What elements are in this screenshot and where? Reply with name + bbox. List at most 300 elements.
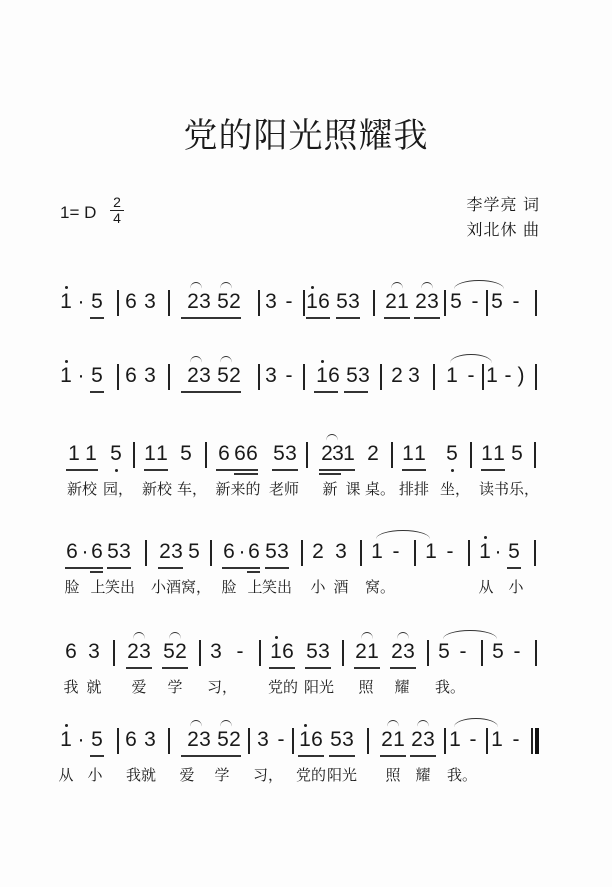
bar-line [482,364,484,390]
lyric: 小 [310,579,326,596]
underline [144,469,168,471]
lyric: 爱 [179,767,195,784]
bar-line [535,640,537,666]
lyric: 从 [58,767,74,784]
note-dot: · [77,290,85,313]
score-row-3 [0,432,612,512]
note: 2 [127,640,139,663]
lyric: 桌。 [364,481,396,498]
bar-line [534,442,536,468]
bar-line [306,442,308,468]
lyric: 学 [214,767,230,784]
octave-dot [275,636,278,639]
underline [314,391,338,393]
lyric: 我。 [446,767,478,784]
note: 2 [321,442,333,465]
double-underline [90,571,103,573]
bar-line [301,540,303,566]
note: 3 [318,640,330,663]
slur-mark [421,282,433,289]
underline [507,567,521,569]
bar-line [481,640,483,666]
note: 6 [328,364,340,387]
note: 5 [346,364,358,387]
note: 3 [358,364,370,387]
note: 3 [199,364,211,387]
underline [380,755,406,757]
bar-line [534,540,536,566]
lyric: 课 [345,481,361,498]
note: 5 [450,290,462,313]
underline [410,755,436,757]
note: 2 [312,540,324,563]
underline [319,469,355,471]
lyric: 阳光 [326,767,358,784]
lyric: 我就 [125,767,157,784]
note: 6 [66,540,78,563]
lyric: 我 [63,679,79,696]
lyric: 脸 [221,579,237,596]
note: 2 [367,442,379,465]
composer-credit: 刘北休 曲 [466,222,540,239]
lyric: 我。 [434,679,466,696]
tie-mark [376,530,430,539]
note: 1 [486,364,498,387]
note: 5 [91,364,103,387]
dash: - [446,540,454,563]
bar-line [373,290,375,316]
note: 6 [218,442,230,465]
underline [90,317,104,319]
bar-line [248,728,250,754]
note: 5 [446,442,458,465]
bar-line [199,640,201,666]
bar-line [258,364,260,390]
dash: - [469,728,477,751]
slur-mark [326,434,338,441]
note: 1 [493,442,505,465]
underline [211,317,241,319]
bar-line [391,442,393,468]
underline [107,567,131,569]
octave-dot [304,724,307,727]
lyric: 窝， [180,579,212,596]
slur-mark [220,356,232,363]
slur-mark [220,282,232,289]
bar-line [292,728,294,754]
bar-line [535,290,537,316]
note: 6 [125,728,137,751]
note: 1 [270,640,282,663]
note: 5 [180,442,192,465]
note: 1 [446,364,458,387]
slur-mark [397,632,409,639]
note: 2 [175,640,187,663]
note: 3 [210,640,222,663]
final-bar-thick [535,728,539,754]
bar-line [303,290,305,316]
note: 3 [171,540,183,563]
note: 5 [511,442,523,465]
score-row-1 [0,280,612,360]
underline [162,667,188,669]
bar-line [258,290,260,316]
note: 5 [217,290,229,313]
note: 2 [385,290,397,313]
dash: - [513,640,521,663]
note: 1 [144,442,156,465]
lyric: 小 [508,579,524,596]
bar-line [168,290,170,316]
score-row-5 [0,630,612,710]
final-bar-thin [531,728,533,754]
slur-mark [169,632,181,639]
note: 1 [479,540,491,563]
note: 3 [257,728,269,751]
note: 2 [415,290,427,313]
dash: - [512,290,520,313]
slur-mark [361,632,373,639]
underline [298,755,324,757]
underline [390,667,416,669]
underline [211,391,241,393]
dash: - [467,364,475,387]
dash: - [471,290,479,313]
bar-line [486,728,488,754]
note: 6 [125,290,137,313]
note: 3 [199,728,211,751]
note: 3 [342,728,354,751]
underline [181,317,211,319]
bar-line [117,290,119,316]
note: 1 [481,442,493,465]
bar-line [117,728,119,754]
lyric: 上 [247,579,263,596]
underline [66,469,98,471]
note: 5 [91,290,103,313]
note: 2 [355,640,367,663]
lyric: 习， [252,767,284,784]
tie-mark [454,280,504,289]
note: 3 [285,442,297,465]
underline [402,469,426,471]
double-underline [319,473,341,475]
note: 1 [60,728,72,751]
note: 6 [234,442,246,465]
slur-mark [391,282,403,289]
bar-line [468,540,470,566]
lyricist-credit: 李学亮 词 [466,197,540,214]
underline [354,667,380,669]
underline [414,317,440,319]
underline [272,469,298,471]
note: 1 [367,640,379,663]
note: 3 [348,290,360,313]
note: 2 [391,364,403,387]
note: 1 [402,442,414,465]
lyric: 脸 [64,579,80,596]
bar-line [427,640,429,666]
tie-mark [450,354,492,363]
bar-line [444,728,446,754]
octave-dot [65,724,68,727]
note: 1 [156,442,168,465]
note: 2 [381,728,393,751]
song-title: 党的阳光照耀我 [183,117,429,155]
lyric: 阳光 [303,679,335,696]
underline [481,469,505,471]
bar-line [470,442,472,468]
bar-line [486,290,488,316]
note-dot: · [494,540,502,563]
bar-line [205,442,207,468]
note: 5 [491,290,503,313]
underline [222,567,260,569]
dash: - [236,640,244,663]
lyric: 排排 [398,481,430,498]
note: 2 [229,290,241,313]
dash: - [285,290,293,313]
time-signature [110,196,124,225]
slur-mark [417,720,429,727]
underline [90,755,104,757]
dash: - [277,728,285,751]
note: 5 [107,540,119,563]
note: 5 [265,540,277,563]
note: 1 [316,364,328,387]
note-dot: · [238,540,246,563]
lyric: 新校 [66,481,98,498]
underline [216,469,258,471]
note: 5 [336,290,348,313]
lyric: 习， [206,679,238,696]
lyric: 耀 [415,767,431,784]
bar-line [145,540,147,566]
lyric: 窝。 [364,579,396,596]
lyric: 车， [176,481,208,498]
lyric: 笑出 [104,579,136,596]
time-signature-top: 2 [113,194,121,210]
note: 3 [335,540,347,563]
note: 1 [299,728,311,751]
note: 3 [332,442,344,465]
note: 2 [229,728,241,751]
lyric: 新校 [141,481,173,498]
note: 3 [144,364,156,387]
lyric: 党的 [267,679,299,696]
octave-dot [321,360,324,363]
dash: - [285,364,293,387]
note: 5 [110,442,122,465]
slur-mark [190,356,202,363]
double-underline [234,473,258,475]
bar-line [360,540,362,566]
note: 5 [217,364,229,387]
note: 2 [159,540,171,563]
lyric: 学 [167,679,183,696]
octave-dot-low [115,469,118,472]
note: 1 [397,290,409,313]
note: 6 [91,540,103,563]
tie-mark [454,718,498,727]
lyric: 园， [102,481,134,498]
note-dot: · [77,728,85,751]
note: 5 [330,728,342,751]
underline [384,317,410,319]
note: 6 [318,290,330,313]
note: 1 [491,728,503,751]
lyric: 老师 [268,481,300,498]
underline [181,391,211,393]
bar-line [414,540,416,566]
lyric: 就 [86,679,102,696]
note: 2 [229,364,241,387]
lyric: 党的 [295,767,327,784]
bar-line [342,640,344,666]
note: 1 [414,442,426,465]
score-row-4 [0,530,612,610]
note: 1 [393,728,405,751]
bar-line [117,364,119,390]
octave-dot [65,286,68,289]
octave-dot [65,360,68,363]
note: 5 [217,728,229,751]
underline [329,755,355,757]
bar-line [380,364,382,390]
note: 1 [343,442,355,465]
dash: - [392,540,400,563]
note: 3 [144,290,156,313]
slur-mark [190,720,202,727]
dash: - [512,728,520,751]
note: 5 [163,640,175,663]
note: 3 [139,640,151,663]
lyric: 耀 [394,679,410,696]
note: 5 [188,540,200,563]
underline [65,567,103,569]
note: 3 [199,290,211,313]
lyric: 小 [87,767,103,784]
score-row-2 [0,354,612,434]
bar-line [210,540,212,566]
note: 6 [125,364,137,387]
time-signature-bottom: 4 [113,210,121,226]
slur-mark [220,720,232,727]
lyric: 从 [478,579,494,596]
lyric: 小酒 [150,579,182,596]
dash: - [459,640,467,663]
bar-line [168,364,170,390]
dash: - [504,364,512,387]
note: 2 [187,290,199,313]
bar-line [367,728,369,754]
note: 5 [508,540,520,563]
note: 1 [425,540,437,563]
tie-mark [443,630,497,639]
underline [90,391,104,393]
bar-line [303,364,305,390]
underline [344,391,368,393]
lyric: 读书 [478,481,510,498]
lyric: 坐， [439,481,471,498]
bar-line [535,364,537,390]
note: 5 [91,728,103,751]
note: 1 [371,540,383,563]
underline [336,317,360,319]
note: 1 [85,442,97,465]
note-dot: · [77,364,85,387]
note-dot: · [81,540,89,563]
lyric: 上 [90,579,106,596]
lyric: 照 [358,679,374,696]
note: 3 [144,728,156,751]
double-underline [247,571,260,573]
lyric: 笑出 [261,579,293,596]
lyric: 新 [322,481,338,498]
lyric: 照 [385,767,401,784]
slur-mark [133,632,145,639]
note: 1 [449,728,461,751]
slur-mark [190,282,202,289]
underline [181,755,211,757]
underline [265,567,289,569]
octave-dot-low [451,469,454,472]
note: 3 [119,540,131,563]
bar-line [133,442,135,468]
note: 1 [306,290,318,313]
note: 1 [60,290,72,313]
note: 6 [282,640,294,663]
note: 3 [403,640,415,663]
note: 6 [223,540,235,563]
underline [126,667,152,669]
note: 3 [423,728,435,751]
note: 3 [408,364,420,387]
note: 5 [273,442,285,465]
note: 2 [411,728,423,751]
octave-dot [484,536,487,539]
note: 2 [187,728,199,751]
repeat-paren: ) [517,364,525,387]
bar-line [168,728,170,754]
underline [269,667,295,669]
note: 3 [427,290,439,313]
lyric: 乐， [508,481,540,498]
bar-line [444,290,446,316]
lyric: 爱 [131,679,147,696]
note: 5 [306,640,318,663]
slur-mark [387,720,399,727]
note: 5 [438,640,450,663]
bar-line [433,364,435,390]
octave-dot [311,286,314,289]
note: 1 [68,442,80,465]
key-signature: 1= D [60,203,97,222]
note: 6 [246,442,258,465]
lyric: 新来的 [215,481,261,498]
note: 3 [265,364,277,387]
note: 6 [311,728,323,751]
note: 5 [492,640,504,663]
note: 3 [88,640,100,663]
score-row-6 [0,718,612,798]
note: 3 [277,540,289,563]
underline [158,567,183,569]
note: 6 [65,640,77,663]
underline [211,755,241,757]
underline [306,317,330,319]
lyric: 酒 [333,579,349,596]
